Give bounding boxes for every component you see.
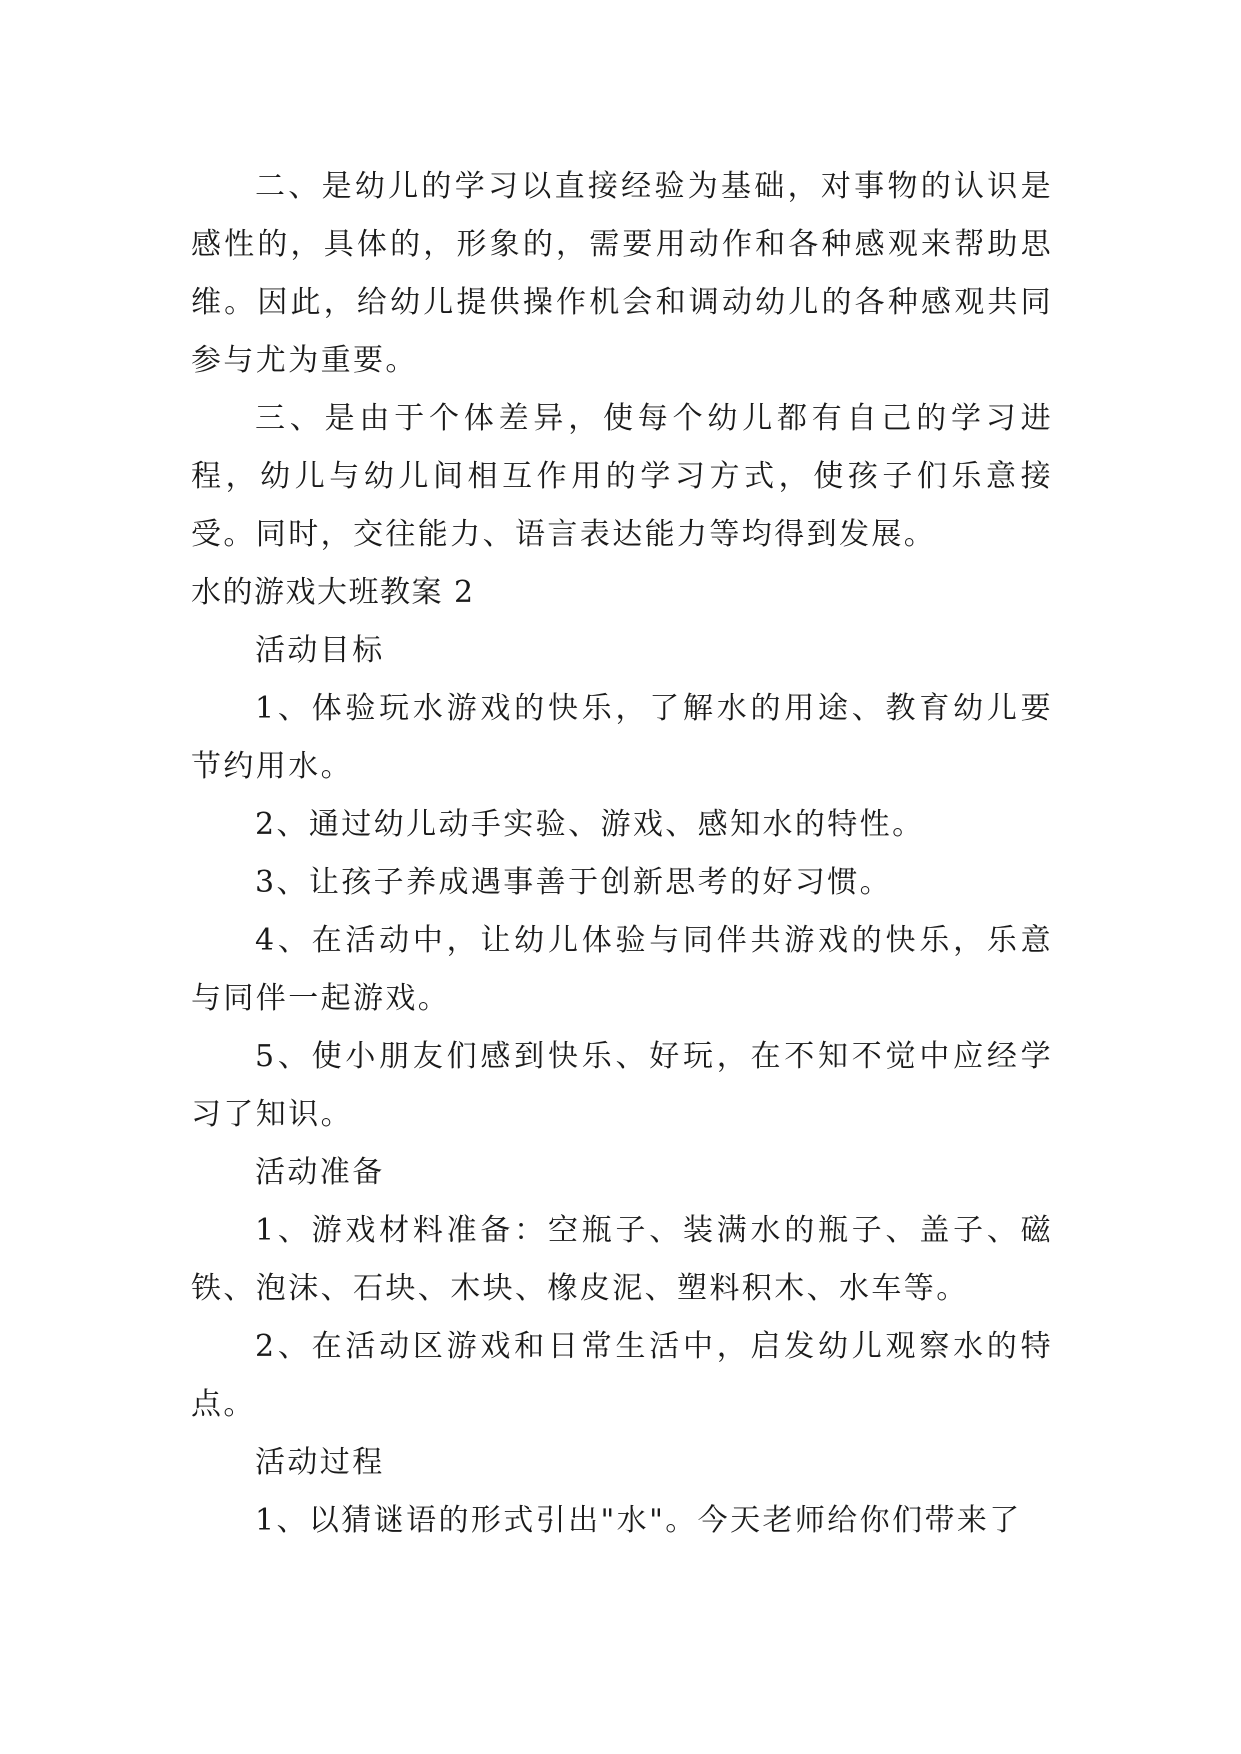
section-heading-goals: 活动目标 [255, 633, 385, 668]
paragraph-point-three: 三、是由于个体差异，使每个幼儿都有自己的学习进程，幼儿与幼儿间相互作用的学习方式，使孩子们乐意接受。同时，交往能力、语言表达能力等均得到发展。 [191, 401, 1053, 552]
goal-item-3: 3、让孩子养成遇事善于创新思考的好习惯。 [255, 865, 893, 900]
lesson-plan-title: 水的游戏大班教案 2 [191, 575, 475, 610]
section-heading-preparation: 活动准备 [255, 1155, 385, 1190]
goal-item-4: 4、在活动中，让幼儿体验与同伴共游戏的快乐，乐意与同伴一起游戏。 [191, 923, 1053, 1016]
goal-item-1: 1、体验玩水游戏的快乐，了解水的用途、教育幼儿要节约用水。 [191, 691, 1053, 784]
preparation-item-2: 2、在活动区游戏和日常生活中，启发幼儿观察水的特点。 [191, 1329, 1053, 1422]
process-item-1: 1、以猜谜语的形式引出"水"。今天老师给你们带来了 [255, 1503, 1022, 1538]
goal-item-2: 2、通过幼儿动手实验、游戏、感知水的特性。 [255, 807, 925, 842]
paragraph-point-two: 二、是幼儿的学习以直接经验为基础，对事物的认识是感性的，具体的，形象的，需要用动作和各种感观来帮助思维。因此，给幼儿提供操作机会和调动幼儿的各种感观共同参与尤为重要。 [191, 169, 1053, 378]
section-heading-process: 活动过程 [255, 1445, 385, 1480]
document-page [191, 158, 1053, 1550]
preparation-item-1: 1、游戏材料准备：空瓶子、装满水的瓶子、盖子、磁铁、泡沫、石块、木块、橡皮泥、塑料积木、水车等。 [191, 1213, 1053, 1306]
goal-item-5: 5、使小朋友们感到快乐、好玩，在不知不觉中应经学习了知识。 [191, 1039, 1053, 1132]
